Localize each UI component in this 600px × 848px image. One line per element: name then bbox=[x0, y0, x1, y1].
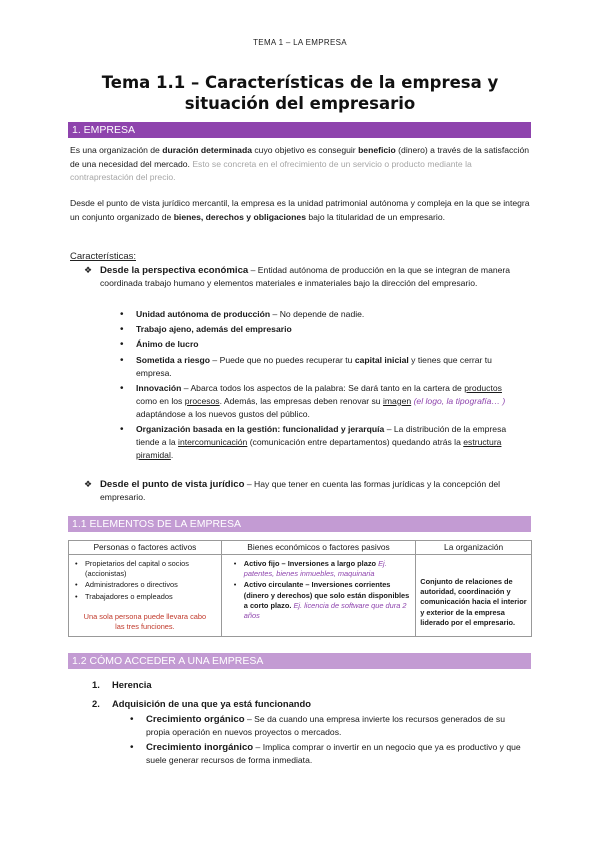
running-header: TEMA 1 – LA EMPRESA bbox=[253, 38, 347, 47]
list-item: • Organización basada en la gestión: funcionalidad y jerarquía – La distribución de la empresa tiende a la intercomunicación (comunicación entre departamentos) quedando atrás la estructura piramidal. bbox=[118, 423, 523, 462]
list-item: • Administradores o directivos bbox=[73, 580, 217, 590]
title-line-1: Tema 1.1 – Características de la empresa y bbox=[101, 73, 499, 92]
intro-paragraph: Es una organización de duración determinada cuyo objetivo es conseguir beneficio (dinero) a través de la satisfacción de una necesidad del mercado. Esto se concreta en el ofrecimiento de un servicio o producto mediante la contraprestación del precio. bbox=[70, 145, 530, 182]
list-item: • Activo circulante – Inversiones corrientes (dinero y derechos) que solo están disponibles a corto plazo. Ej. licencia de software que dura 2 años bbox=[232, 580, 411, 621]
list-item: • Crecimiento orgánico – Se da cuando una empresa invierte los recursos generados de su propia operación en nuevos proyectos o mercados. bbox=[128, 713, 523, 739]
table-header-bienes: Bienes económicos o factores pasivos bbox=[221, 541, 415, 555]
document-page: TEMA 1 – LA EMPRESA Tema 1.1 – Características de la empresa y situación del empresario 1. EMPRESA Es una organización de duración determinada cuyo objetivo es conseguir beneficio (dinero) a través de la satisfacción de una necesidad del mercado. Esto se concreta en el ofrecimiento de un servicio o producto mediante la contraprestación del precio. Desde el punto de vista jurídico mercantil, la empresa es la unidad patrimonial autónoma y compleja en la que se integra un conjunto organizado de bienes, derechos y obligaciones bajo la titularidad de un empresario. Características: ❖ Desde la perspectiva económica – Entidad autónoma de producción en la que se integran de manera coordinada trabajo humano y elementos materiales e inmateriales bajo la dirección del empresario. • Unidad autónoma de producción – No depende de nadie. • Trabajo ajeno, además del empresario • Ánimo de lucro • Sometida a riesgo – Puede que no puedes recuperar tu capital inicial y tienes que cerrar tu empresa. • Innovación – Abarca todos los aspectos de la palabra: Se dará tanto en la cartera de productos como en los procesos. Además, las empresas deben renovar su imagen (el logo, la tipografía… ) adaptándose a los nuevos gustos del público. • Organización basada en la gestión: funcionalidad y jerarquía – La distribución de la empresa tiende a la intercomunicación (comunicación entre departamentos) quedando atrás la estructura piramidal. ❖ Desde el punto de vista jurídico – Hay que tener en cuenta las formas jurídicas y la concepción del empresario. 1.1 ELEMENTOS DE LA EMPRESA Personas o factores activos Bienes económicos o factores pasivos La organización • Propietarios del capital o socios (accionistas) • Administradores o directivos • Trabajadores o empleados Una sola persona puede llevara cabo las tres funciones. • Activo fijo – Inversiones a largo plazo Ej. patentes, bienes inmuebles, maquinaria • Activo circulante – Inversiones corrientes (dinero y derechos) que solo están disponibles a corto plazo. Ej. licencia de software que dura 2 años Conjunto de relaciones de autoridad, coordinación y comunicación hacia el interior y exterior de la empresa liderado por el empresario. 1.2 CÓMO ACCEDER A UNA EMPRESA 1. Herencia 2. Adquisición de una que ya está funcionando • Crecimiento orgánico – Se da cuando una empresa invierte los recursos generados de su propia operación en nuevos proyectos o mercados. • Crecimiento inorgánico – Implica comprar o invertir en un negocio que ya es productivo y que suele generar recursos de forma inmediata. bbox=[0, 0, 600, 848]
list-item: • Trabajo ajeno, además del empresario bbox=[118, 323, 523, 336]
elements-table bbox=[68, 540, 532, 637]
list-item: • Propietarios del capital o socios (accionistas) bbox=[73, 559, 217, 579]
page-title bbox=[60, 72, 540, 114]
growth-list bbox=[128, 713, 523, 769]
list-item-herencia: 1. Herencia bbox=[92, 679, 152, 690]
list-item: • Innovación – Abarca todos los aspectos de la palabra: Se dará tanto en la cartera de productos como en los procesos. Además, las empresas deben renovar su imagen (el logo, la tipografía… ) adaptándose a los nuevos gustos del público. bbox=[118, 382, 523, 421]
section-heading-acceder: 1.2 CÓMO ACCEDER A UNA EMPRESA bbox=[68, 653, 531, 669]
title-line-2: situación del empresario bbox=[184, 94, 416, 113]
list-item-adquisicion: 2. Adquisición de una que ya está funcionando bbox=[92, 698, 311, 709]
definition-paragraph: Desde el punto de vista jurídico mercantil, la empresa es la unidad patrimonial autónoma y compleja en la que se integra un conjunto organizado de bienes, derechos y obligaciones bajo la titularidad de un empresario. bbox=[70, 198, 530, 222]
section-heading-elementos: 1.1 ELEMENTOS DE LA EMPRESA bbox=[68, 516, 531, 532]
diamond-bullet-icon: ❖ bbox=[84, 265, 93, 275]
list-item: • Ánimo de lucro bbox=[118, 338, 523, 351]
list-item: • Activo fijo – Inversiones a largo plazo Ej. patentes, bienes inmuebles, maquinaria bbox=[232, 559, 411, 579]
table-note: Una sola persona puede llevara cabo las tres funciones. bbox=[83, 611, 207, 632]
list-item: • Unidad autónoma de producción – No depende de nadie. bbox=[118, 308, 523, 321]
list-item: • Crecimiento inorgánico – Implica comprar o invertir en un negocio que ya es productivo y que suele generar recursos de forma inmediata. bbox=[128, 741, 523, 767]
list-item: • Trabajadores o empleados bbox=[73, 592, 217, 602]
table-cell-personas bbox=[69, 555, 222, 637]
economic-characteristics-list bbox=[118, 308, 523, 464]
section-heading-empresa: 1. EMPRESA bbox=[68, 122, 531, 138]
diamond-bullet-icon: ❖ bbox=[84, 479, 93, 489]
table-cell-organizacion: Conjunto de relaciones de autoridad, coordinación y comunicación hacia el interior y exterior de la empresa liderado por el empresario. bbox=[416, 555, 532, 637]
characteristics-label: Características: bbox=[70, 251, 136, 262]
table-header-personas: Personas o factores activos bbox=[69, 541, 222, 555]
muted-note: Esto se concreta en el ofrecimiento de un servicio o producto mediante la contraprestación del precio. bbox=[70, 158, 472, 182]
table-cell-bienes bbox=[221, 555, 415, 637]
list-item: • Sometida a riesgo – Puede que no puedes recuperar tu capital inicial y tienes que cerrar tu empresa. bbox=[118, 354, 523, 380]
table-header-organizacion: La organización bbox=[416, 541, 532, 555]
